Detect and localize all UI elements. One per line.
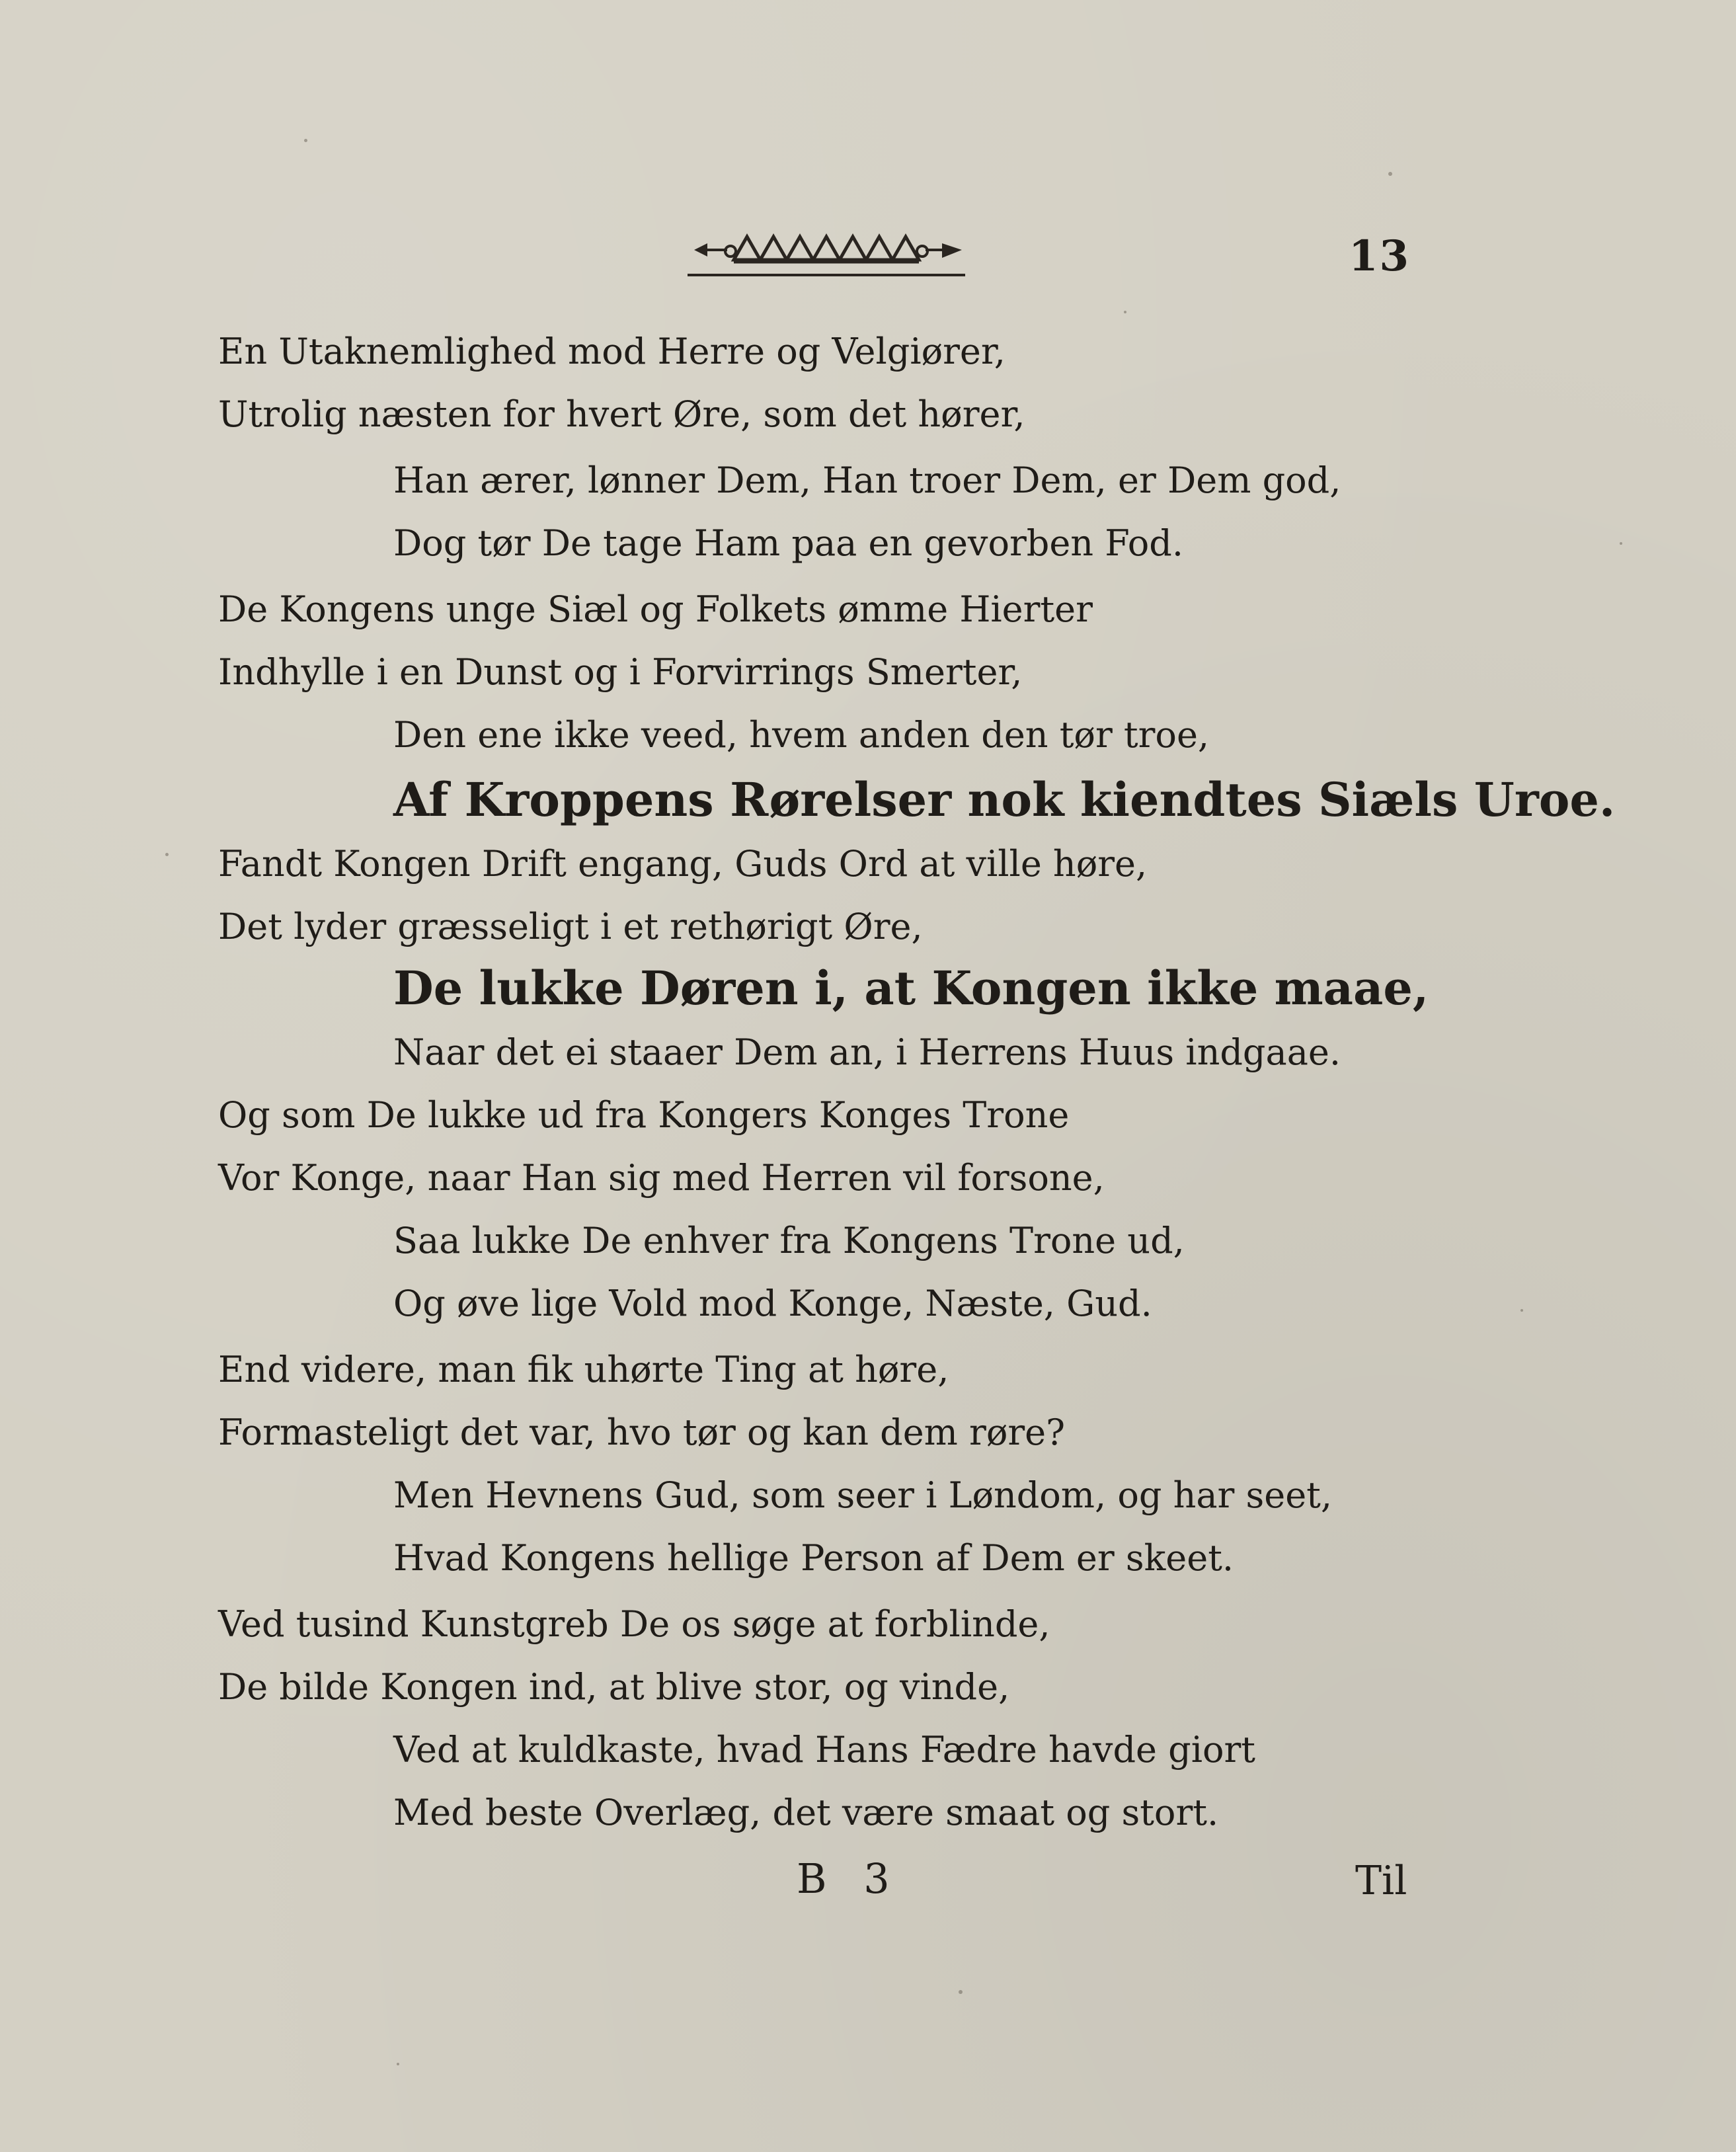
poem-line: Ved at kuldkaste, hvad Hans Fædre havde giort [393,1729,1255,1771]
poem-line: Den ene ikke veed, hvem anden den tør troe, [393,714,1210,756]
poem-line: Men Hevnens Gud, som seer i Løndom, og har seet, [393,1474,1333,1516]
poem-line: Fandt Kongen Drift engang, Guds Ord at ville høre, [218,843,1148,885]
poem-line: En Utaknemlighed mod Herre og Velgiører, [218,331,1006,372]
poem-line: Utrolig næsten for hvert Øre, som det hører, [218,393,1025,435]
poem-line: Dog tør De tage Ham paa en gevorben Fod. [393,522,1183,564]
poem-line: Naar det ei staaer Dem an, i Herrens Huus indgaae. [393,1031,1341,1073]
poem-line: De lukke Døren i, at Kongen ikke maae, [393,961,1429,1016]
poem-line: De Kongens unge Siæl og Folkets ømme Hierter [218,588,1093,630]
poem-line: Og øve lige Vold mod Konge, Næste, Gud. [393,1283,1152,1324]
page-number: 13 [1349,231,1411,281]
poem-line: De bilde Kongen ind, at blive stor, og vinde, [218,1666,1010,1708]
poem-line: End videre, man fik uhørte Ting at høre, [218,1349,949,1390]
crown-ornament-icon [681,223,972,283]
poem-line: Med beste Overlæg, det være smaat og stort. [393,1792,1219,1833]
poem-line: Og som De lukke ud fra Kongers Konges Trone [218,1094,1070,1136]
poem-line: Indhylle i en Dunst og i Forvirrings Smerter, [218,651,1023,693]
catchword: Til [1355,1858,1407,1904]
poem-line: Saa lukke De enhver fra Kongens Trone ud, [393,1220,1185,1261]
poem-line: Han ærer, lønner Dem, Han troer Dem, er Dem god, [393,459,1341,501]
signature-mark: B 3 [797,1854,902,1903]
poem-line: Af Kroppens Rørelser nok kiendtes Siæls Uroe. [393,772,1616,827]
poem-line: Ved tusind Kunstgreb De os søge at forblinde, [218,1603,1050,1645]
poem-line: Hvad Kongens hellige Person af Dem er skeet. [393,1537,1234,1579]
poem-line: Formasteligt det var, hvo tør og kan dem røre? [218,1412,1066,1453]
poem-line: Vor Konge, naar Han sig med Herren vil forsone, [218,1157,1105,1199]
poem-line: Det lyder græsseligt i et rethørigt Øre, [218,906,923,947]
